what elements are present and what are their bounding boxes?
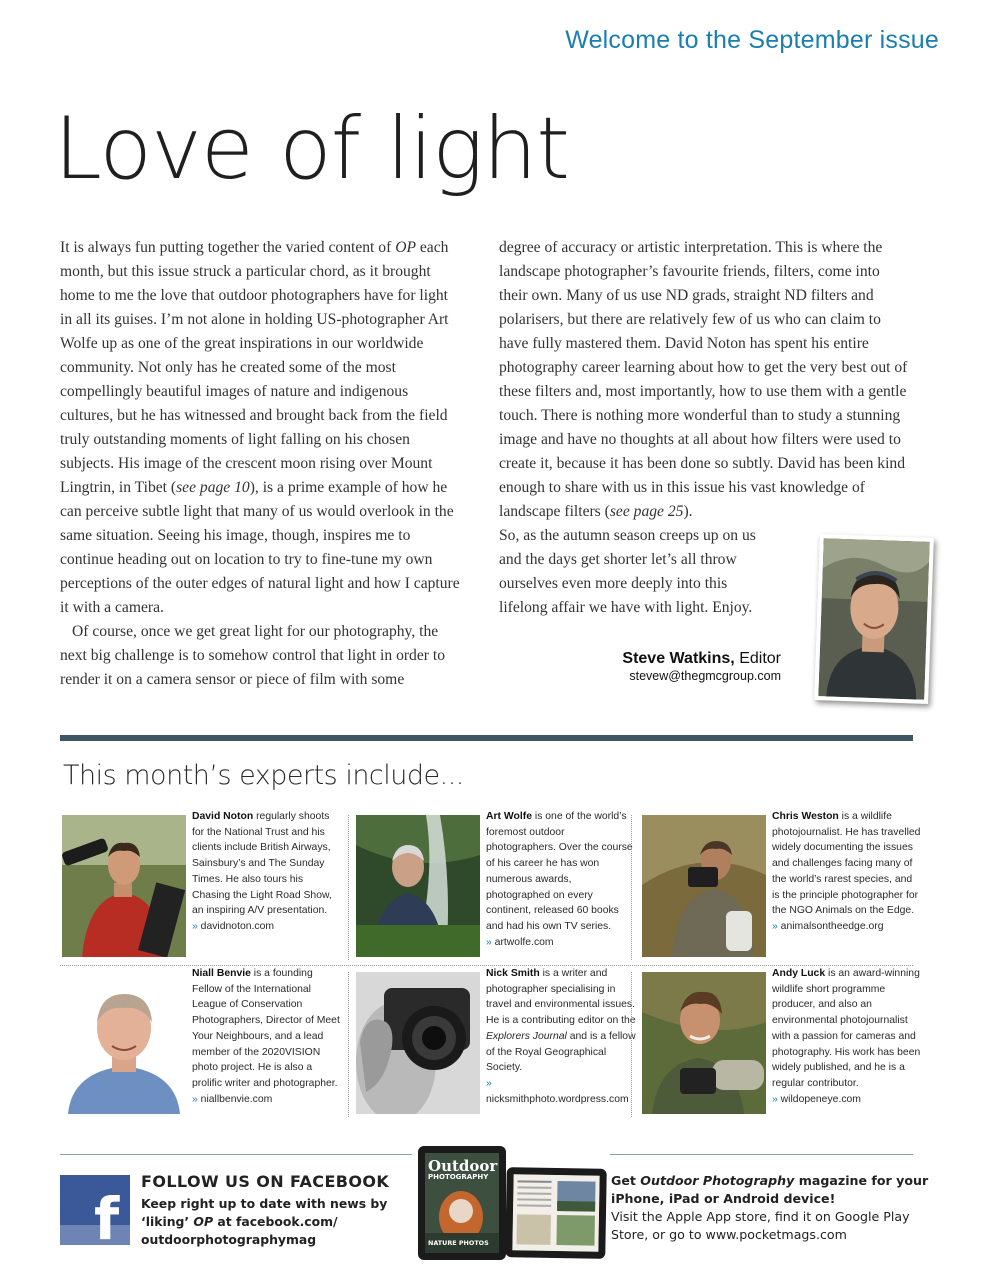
expert-photo [642, 815, 766, 957]
article-title: Love of light [54, 99, 570, 199]
expert-bio: Nick Smith is a writer and photographer specialising in travel and environmental issues. He is a contributing editor on the Explorers Journal and is a fellow of the Royal Geographical Society. » nicksmithphoto.wordpress.com [486, 968, 636, 1105]
facebook-body: Keep right up to date with news by ‘liking’ OP at facebook.com/ outdoorphotographymag [141, 1196, 388, 1247]
magazine-tablet-spread [505, 1167, 607, 1259]
grid-divider [60, 965, 913, 966]
expert-card-david-noton [60, 811, 340, 961]
expert-link[interactable]: » wildopeneye.com [772, 1093, 861, 1105]
editor-photo [814, 534, 934, 704]
article-column-1 [60, 236, 460, 692]
grid-divider [631, 972, 632, 1117]
expert-bio: Chris Weston is a wildlife photojournalist. He has travelled widely documenting the issues and challenges facing many of the world’s rarest species, and is the principle photographer for the NGO Animals on the Edge. » animalsontheedge.org [772, 811, 921, 932]
expert-card-niall-benvie [60, 968, 340, 1118]
editor-email[interactable]: stevew@thegmcgroup.com [629, 669, 781, 683]
grid-divider [631, 815, 632, 960]
expert-photo [356, 972, 480, 1114]
paragraph-3: degree of accuracy or artistic interpretation. This is where the landscape photographer’s favourite friends, filters, come into their own. Many of us use ND grads, straight ND filters and polarisers, but there are relatively few of us who can claim to have fully mastered them. David Noton has spent his entire photography career learning about how to get the very best out of these filters and, most importantly, how to use them with a gentle touch. There is nothing more wonderful than to study a stunning image and have no thoughts at all about how filters were used to create it, because it has been done so subtly. David has been kind enough to share with us in this issue his vast knowledge of landscape filters (see page 25). [499, 239, 908, 520]
expert-bio: David Noton regularly shoots for the National Trust and his clients include British Airways, Sainsbury’s and The Sunday Times. He also tours his Chasing the Light Road Show, an inspiring A/V presentation. » davidnoton.com [192, 811, 332, 932]
expert-link[interactable]: » animalsontheedge.org [772, 920, 884, 932]
experts-heading: This month’s experts include... [63, 760, 464, 791]
facebook-promo [141, 1172, 411, 1249]
expert-photo [62, 815, 186, 957]
paragraph-1: It is always fun putting together the varied content of OP each month, but this issue struck a particular chord, as it brought home to me the love that outdoor photographers have for light in all its guises. I’m not alone in holding US-photographer Art Wolfe up as one of the great inspirations in our worldwide community. Not only has he created some of the most compellingly beautiful images of nature and indigenous cultures, but he has witnessed and brought back from the field truly outstanding moments of light falling on his chosen subjects. His image of the crescent moon rising over Mount Lingtrin, in Tibet (see page 10), is a prime example of how he can perceive subtle light that many of us would overlook in the same situation. Seeing his image, though, inspires me to continue heading out on location to try to fine-tune my own perceptions of the outer edges of natural light and how I capture it with a camera. [60, 239, 460, 616]
issue-kicker: Welcome to the September issue [565, 26, 939, 54]
paragraph-4: So, as the autumn season creeps up on us and the days get shorter let’s all throw ourselves even more deeply into this lifelong affair we have with light. Enjoy. [499, 527, 756, 616]
app-promo-headline: Get Outdoor Photography magazine for your iPhone, iPad or Android device! [611, 1173, 929, 1206]
expert-link[interactable]: » davidnoton.com [192, 920, 275, 932]
expert-photo [356, 815, 480, 957]
facebook-logo-letter: f [94, 1185, 120, 1245]
expert-card-nick-smith [354, 968, 636, 1118]
expert-card-andy-luck [640, 968, 921, 1118]
expert-card-art-wolfe [354, 811, 634, 961]
expert-bio: Niall Benvie is a founding Fellow of the International League of Conservation Photographers, Director of Meet Your Neighbours, and a lead member of the 2020VISION photo project. He is also a prolific writer and photographer. » niallbenvie.com [192, 968, 340, 1105]
editor-signature [622, 650, 781, 683]
expert-card-chris-weston [640, 811, 921, 961]
editor-name: Steve Watkins, [622, 650, 735, 667]
magazine-masthead: Outdoor [428, 1157, 498, 1175]
expert-link[interactable]: » nicksmithphoto.wordpress.com [486, 1077, 629, 1105]
magazine-tablet-cover [418, 1146, 506, 1260]
expert-link[interactable]: » artwolfe.com [486, 936, 554, 948]
footer-rule [610, 1154, 913, 1155]
app-promo-body: Visit the Apple App store, find it on Google Play Store, or go to www.pocketmags.com [611, 1209, 910, 1242]
footer-rule [60, 1154, 412, 1155]
grid-divider [348, 972, 349, 1117]
paragraph-2: Of course, once we get great light for our photography, the next big challenge is to somehow control that light in order to render it on a camera sensor or piece of film with some [60, 623, 446, 688]
editor-role: Editor [734, 650, 781, 667]
magazine-masthead-sub: PHOTOGRAPHY [428, 1173, 489, 1181]
expert-link[interactable]: » niallbenvie.com [192, 1093, 273, 1105]
expert-bio: Art Wolfe is one of the world’s foremost outdoor photographers. Over the course of his career he has won numerous awards, photographed on every continent, released 60 books and had his own TV series. » artwolfe.com [486, 811, 633, 948]
facebook-heading: FOLLOW US ON FACEBOOK [141, 1172, 390, 1191]
section-divider [60, 735, 913, 741]
app-promo [611, 1172, 941, 1244]
magazine-cover-line: NATURE PHOTOS [428, 1239, 489, 1247]
facebook-icon[interactable] [60, 1175, 130, 1245]
expert-bio: Andy Luck is an award-winning wildlife short programme producer, and also an environmental photojournalist with a passion for cameras and photography. His work has been widely published, and he is a regular contributor. » wildopeneye.com [772, 968, 921, 1105]
expert-photo [62, 972, 186, 1114]
grid-divider [348, 815, 349, 960]
expert-photo [642, 972, 766, 1114]
